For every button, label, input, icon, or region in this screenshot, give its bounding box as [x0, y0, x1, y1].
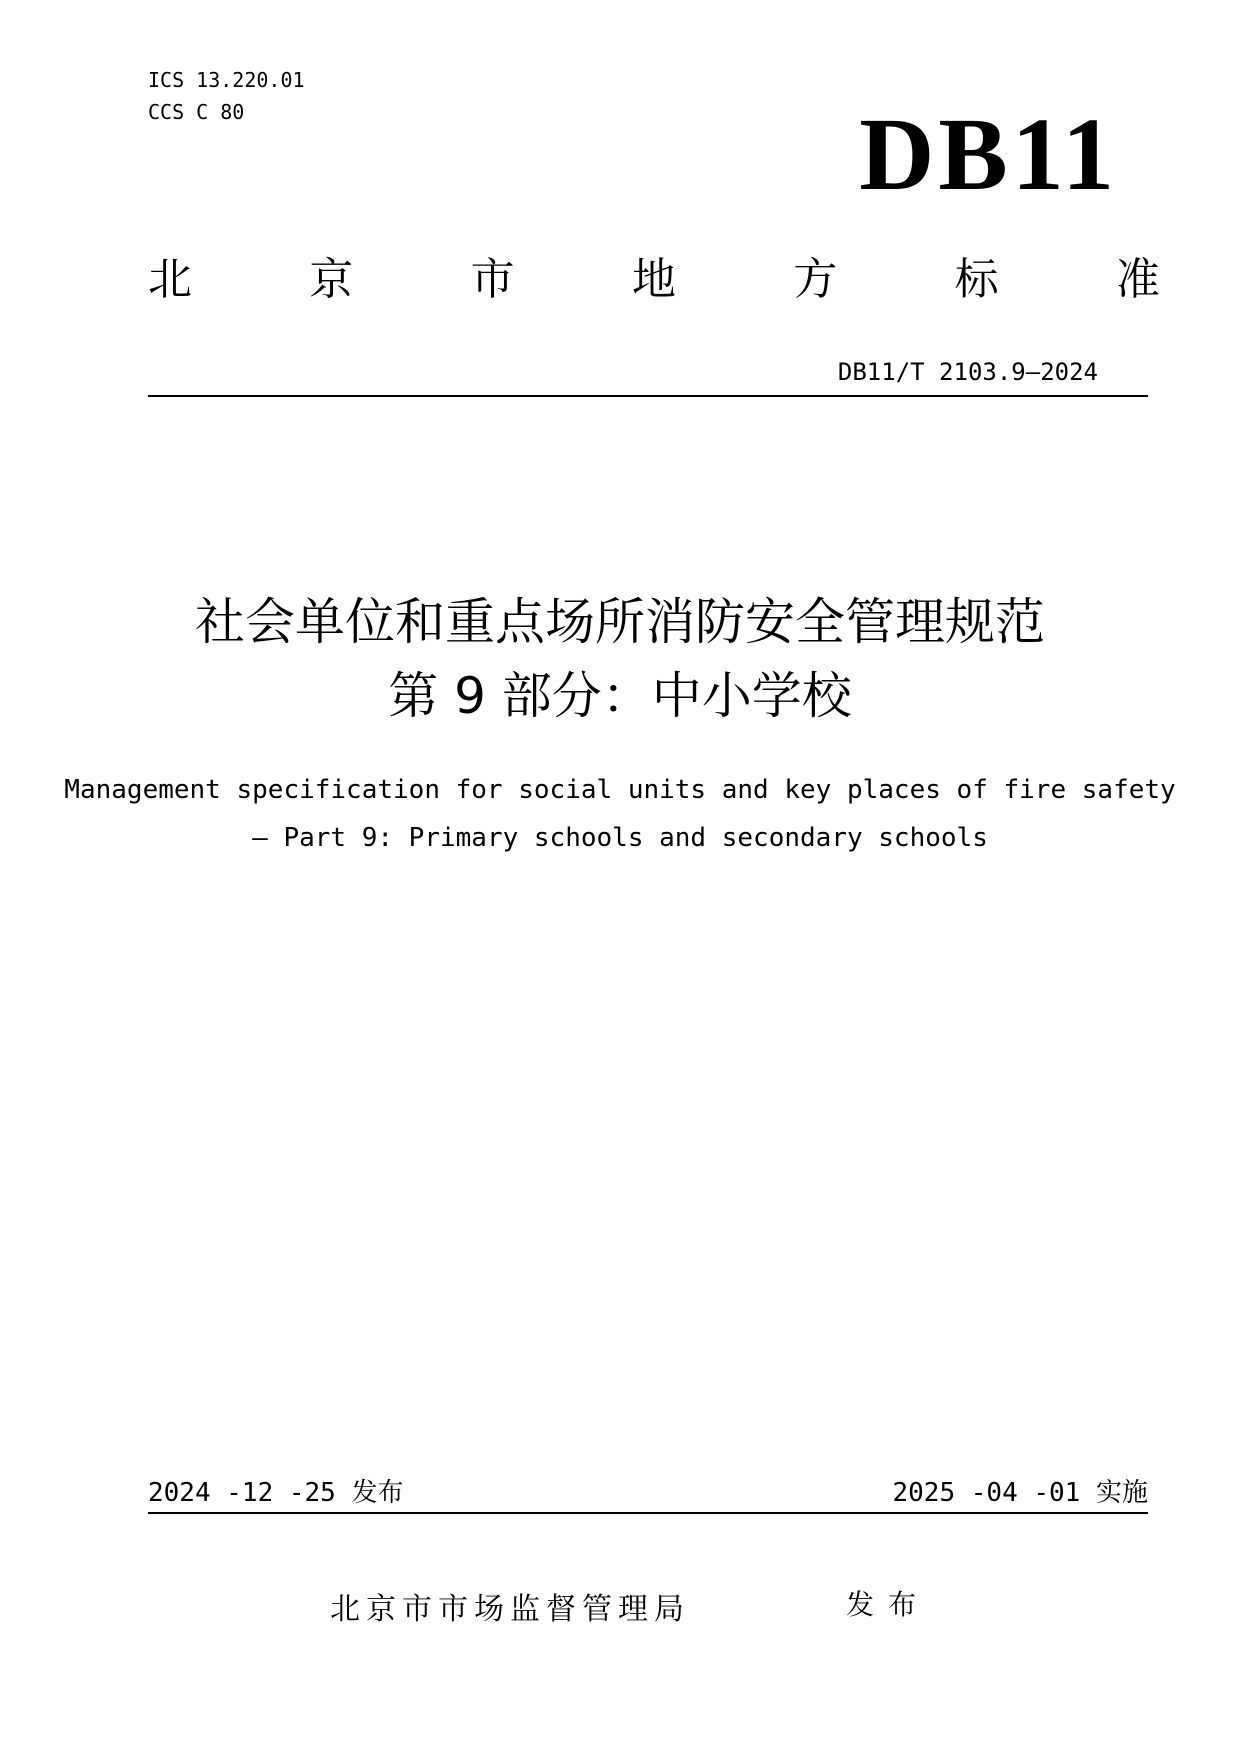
header-divider — [148, 395, 1148, 397]
issuing-authority: 北京市市场监督管理局 — [330, 1592, 690, 1627]
db11-logo: DB11 — [859, 97, 1118, 212]
implementation-date: 2025 -04 -01 实施 — [892, 1478, 1148, 1508]
chinese-title — [0, 585, 1240, 733]
english-title-line-1: Management specification for social units and key places of fire safety — [64, 775, 1176, 805]
standard-type-char: 方 — [793, 254, 838, 305]
standard-type-char: 地 — [631, 254, 676, 305]
standard-type-char: 标 — [954, 254, 999, 305]
english-title — [0, 766, 1240, 862]
issue-label: 发布 — [846, 1588, 931, 1621]
standard-number: DB11/T 2103.9—2024 — [837, 358, 1098, 386]
english-title-line-2: — Part 9: Primary schools and secondary schools — [252, 823, 988, 853]
issue-date: 2024 -12 -25 发布 — [148, 1478, 404, 1508]
standard-type-char: 北 — [148, 254, 192, 305]
standard-type-char: 市 — [470, 254, 515, 305]
standard-type-heading — [148, 240, 1160, 310]
standard-type-char: 准 — [1115, 254, 1160, 305]
ccs-code: CCS C 80 — [148, 100, 245, 124]
ics-code: ICS 13.220.01 — [148, 68, 305, 92]
standard-type-char: 京 — [309, 254, 354, 305]
chinese-title-line-1: 社会单位和重点场所消防安全管理规范 — [195, 593, 1045, 651]
footer-divider — [148, 1512, 1148, 1514]
chinese-title-line-2: 第 9 部分：中小学校 — [388, 667, 852, 725]
